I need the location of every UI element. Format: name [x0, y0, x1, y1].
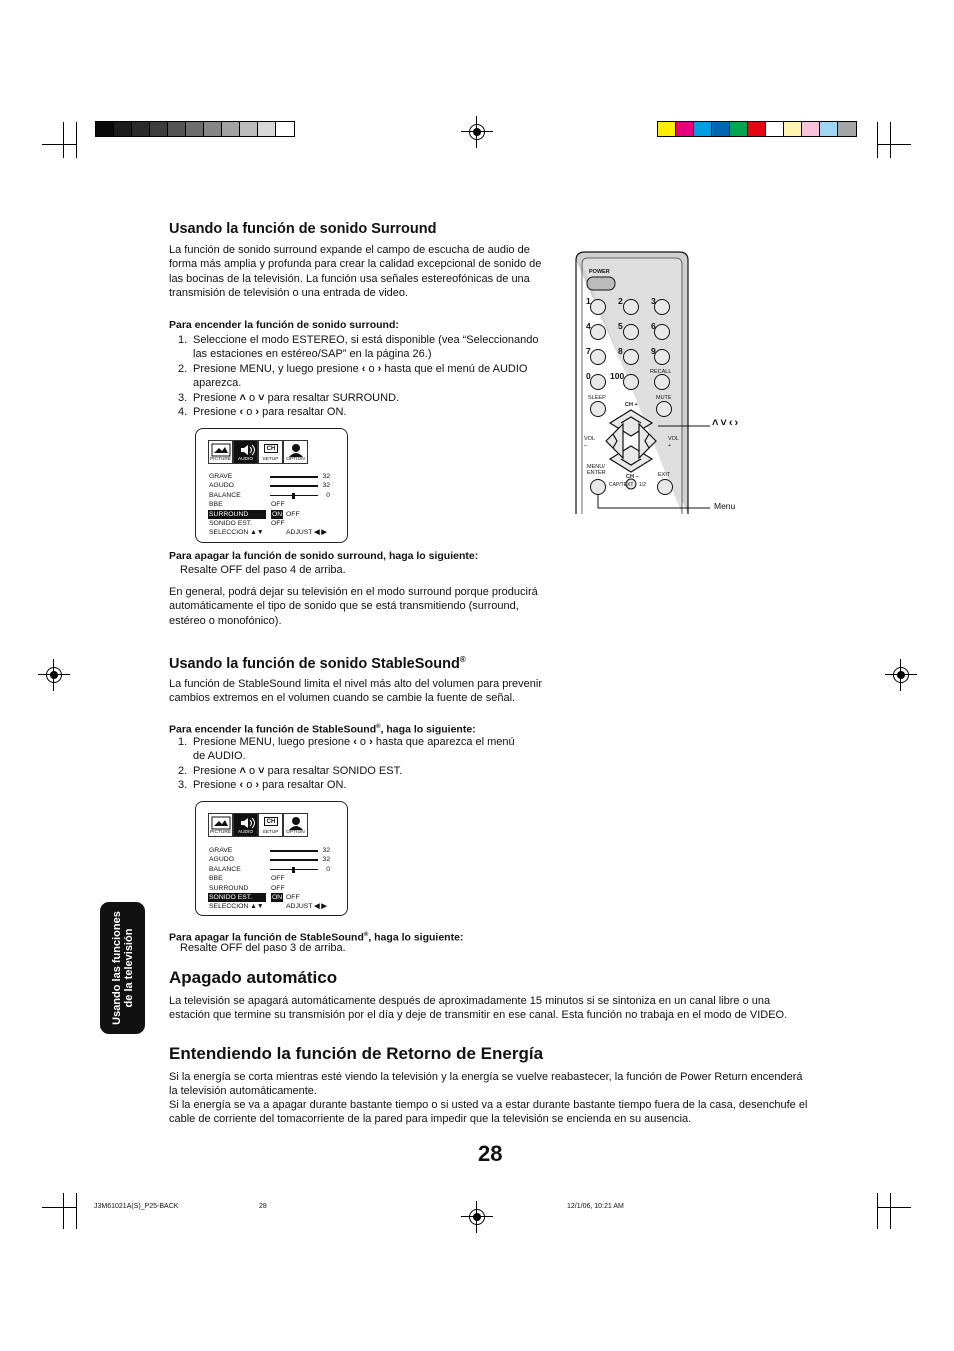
surround-intro: La función de sonido surround expande el campo de escucha de audio de forma más amplia y profunda para crear la calidad excepcional de sonido de las bocinas de la televisión. La función usa señales estereofónicas de una transmisión de televisión o una entrada de video.	[169, 244, 542, 300]
grave-row: GRAVE 32	[209, 847, 330, 854]
color-swatch	[114, 122, 132, 136]
auto-off-heading: Apagado automático	[169, 968, 338, 987]
down-arrow-icon: ˅	[258, 391, 265, 404]
footer-file: J3M61021A(S)_P25-BACK	[94, 1203, 179, 1210]
auto-off-text: La televisión se apagará automáticamente después de aproximadamente 15 minutos si se sintoniza en un canal libre o una estación que termine su transmisión por el día y deje de transmitir en ese canal. Esta función no trabaja en el modo de VIDEO.	[169, 995, 788, 1022]
agudo-row: AGUDO 32	[209, 856, 330, 864]
menu-enter-label: MENU/ ENTER	[587, 464, 606, 476]
setup-tab-icon: CH SETUP	[258, 440, 283, 464]
half-label: 1/2	[639, 482, 646, 488]
right-arrow-icon: ›	[369, 736, 373, 748]
surround-off-text: Resalte OFF del paso 4 de arriba.	[180, 564, 346, 576]
registration-mark-bottom-icon	[467, 1207, 487, 1227]
picture-tab-icon: PICTURE	[208, 440, 233, 464]
left-arrow-icon: ‹	[353, 736, 357, 748]
stablesound-heading: Usando la función de sonido StableSound®	[169, 655, 466, 672]
option-tab-icon: OPTION	[283, 813, 308, 837]
surround-on-heading: Para encender la función de sonido surround:	[169, 319, 399, 331]
menu-tabs	[208, 440, 308, 464]
up-arrow-icon: ˄	[239, 391, 246, 404]
list-item: 1. Seleccione el modo ESTEREO, si está disponible (vea “Seleccionando las estaciones en estéreo/SAP” en la página 26.)	[178, 334, 539, 361]
up-down-triangle-icon: ▲▼	[250, 903, 264, 911]
color-swatch	[766, 122, 784, 136]
stablesound-intro: La función de StableSound limita el nivel más alto del volumen para prevenir cambios extremos en el volumen cuando se cambie la fuente de señal.	[169, 678, 542, 705]
color-swatch	[168, 122, 186, 136]
ch-minus-label: CH –	[626, 474, 639, 480]
sonido-est-row: SONIDO EST. OFF	[209, 519, 285, 527]
power-return-p2: Si la energía se va a apagar durante bastante tiempo o si usted va a estar durante bastante tiempo fuera de la casa, desenchufe el cable de corriente del tomacorriente de la pared para impedir que la televisión se encienda en su ausencia.	[169, 1099, 808, 1126]
color-swatch	[186, 122, 204, 136]
power-label: POWER	[589, 269, 610, 275]
balance-row: BALANCE 0	[209, 491, 330, 499]
arrows-callout-icon: ˄˅‹›	[712, 417, 741, 429]
audio-tab-icon: AUDIO	[233, 813, 258, 837]
left-arrow-icon: ‹	[239, 779, 244, 792]
footer-page: 28	[259, 1203, 267, 1210]
color-swatch	[204, 122, 222, 136]
list-item: 3. Presione ‹ o › para resaltar ON.	[178, 779, 347, 792]
bbe-row: BBE OFF	[209, 875, 285, 883]
up-down-triangle-icon: ▲▼	[250, 529, 264, 537]
setup-tab-icon: CH SETUP	[258, 813, 283, 837]
up-arrow-icon: ˄	[239, 764, 246, 777]
list-item: 3. Presione ˄ o ˅ para resaltar SURROUND.	[178, 391, 400, 404]
color-swatch	[694, 122, 712, 136]
color-swatch	[222, 122, 240, 136]
color-swatch	[96, 122, 114, 136]
power-return-heading: Entendiendo la función de Retorno de Energía	[169, 1044, 544, 1063]
color-swatch	[730, 122, 748, 136]
color-swatch	[712, 122, 730, 136]
stablesound-off-text: Resalte OFF del paso 3 de arriba.	[180, 942, 346, 954]
right-arrow-icon: ›	[255, 406, 260, 419]
color-swatch	[276, 122, 294, 136]
menu-tabs	[208, 813, 308, 837]
color-swatch	[132, 122, 150, 136]
grayscale-color-bar	[95, 121, 295, 137]
audio-tab-icon: AUDIO	[233, 440, 258, 464]
color-swatch	[784, 122, 802, 136]
vol-plus-label: VOL +	[668, 436, 679, 449]
stablesound-steps	[169, 735, 529, 793]
sonido-est-row: SONIDO EST. ON OFF	[209, 893, 300, 901]
audio-menu-screen-stablesound	[195, 801, 348, 916]
stablesound-off-heading: Para apagar la función de StableSound®, haga lo siguiente:	[169, 931, 464, 944]
remote-control: POWER 1 2 3 4 5 6 7 8 9 0 100 RECALL SLEEP MUTE CH + VOL – VOL + MENU/ ENTER EXIT CH – CAP/TEXT 1/2 ˄˅‹› Menu	[573, 250, 763, 521]
color-swatch	[802, 122, 820, 136]
picture-tab-icon: PICTURE	[208, 813, 233, 837]
exit-label: EXIT	[658, 472, 671, 478]
surround-note: En general, podrá dejar su televisión en el modo surround porque producirá automáticamente el tipo de sonido que se está transmitiendo (surround, estéreo o monofónico).	[169, 586, 538, 627]
page-number: 28	[478, 1141, 503, 1166]
recall-label: RECALL	[650, 369, 672, 375]
color-swatch	[240, 122, 258, 136]
color-swatch	[676, 122, 694, 136]
color-swatch	[838, 122, 856, 136]
stablesound-on-heading: Para encender la función de StableSound®, haga lo siguiente:	[169, 723, 476, 736]
color-swatch	[658, 122, 676, 136]
option-tab-icon: OPTION	[283, 440, 308, 464]
vol-minus-label: VOL –	[584, 436, 595, 449]
color-swatch	[820, 122, 838, 136]
footer-date: 12/1/06, 10:21 AM	[567, 1203, 624, 1210]
list-item: 2. Presione ˄ o ˅ para resaltar SONIDO EST.	[178, 764, 403, 777]
seleccion-row: SELECCION ▲▼ ADJUST ◀ ▶	[209, 903, 327, 911]
mute-label: MUTE	[656, 395, 672, 401]
registration-mark-top-icon	[467, 122, 487, 142]
color-swatch	[258, 122, 276, 136]
color-swatch	[150, 122, 168, 136]
left-arrow-icon: ‹	[361, 362, 366, 375]
list-item: 2. Presione MENU, y luego presione ‹ o › hasta que el menú de AUDIO aparezca.	[178, 362, 528, 390]
registration-mark-right-icon	[891, 665, 911, 685]
surround-heading: Usando la función de sonido Surround	[169, 221, 437, 237]
power-return-p1: Si la energía se corta mientras esté viendo la televisión y la energía se vuelve reabastecer, la función de Power Return encenderá la televisión automáticamente.	[169, 1071, 803, 1098]
color-swatch	[748, 122, 766, 136]
grave-row: GRAVE 32	[209, 473, 330, 480]
surround-off-heading: Para apagar la función de sonido surround, haga lo siguiente:	[169, 550, 479, 562]
right-arrow-icon: ›	[377, 362, 382, 375]
left-right-triangle-icon: ◀ ▶	[314, 529, 327, 537]
down-arrow-icon: ˅	[258, 764, 265, 777]
captext-label: CAP/TEXT	[609, 482, 634, 488]
section-side-tab: Usando las funciones de la televisión	[100, 902, 145, 1034]
list-item: 4. Presione ‹ o › para resaltar ON.	[178, 406, 347, 419]
bbe-row: BBE OFF	[209, 501, 285, 509]
ch-plus-label: CH +	[625, 402, 638, 408]
seleccion-row: SELECCION ▲▼ ADJUST ◀ ▶	[209, 529, 327, 537]
registration-mark-left-icon	[44, 665, 64, 685]
menu-callout-label: Menu	[714, 501, 736, 511]
surround-row: SURROUND OFF	[209, 884, 285, 892]
surround-row: SURROUND ON OFF	[209, 510, 300, 518]
left-arrow-icon: ‹	[239, 406, 244, 419]
sleep-label: SLEEP	[588, 395, 606, 401]
right-arrow-icon: ›	[255, 779, 260, 792]
balance-row: BALANCE 0	[209, 865, 330, 873]
agudo-row: AGUDO 32	[209, 482, 330, 490]
surround-steps	[169, 333, 549, 419]
list-item: 1. Presione MENU, luego presione ‹ o › hasta que aparezca el menú de AUDIO.	[178, 736, 515, 763]
process-color-bar	[657, 121, 857, 137]
left-right-triangle-icon: ◀ ▶	[314, 903, 327, 911]
audio-menu-screen-surround	[195, 428, 348, 543]
